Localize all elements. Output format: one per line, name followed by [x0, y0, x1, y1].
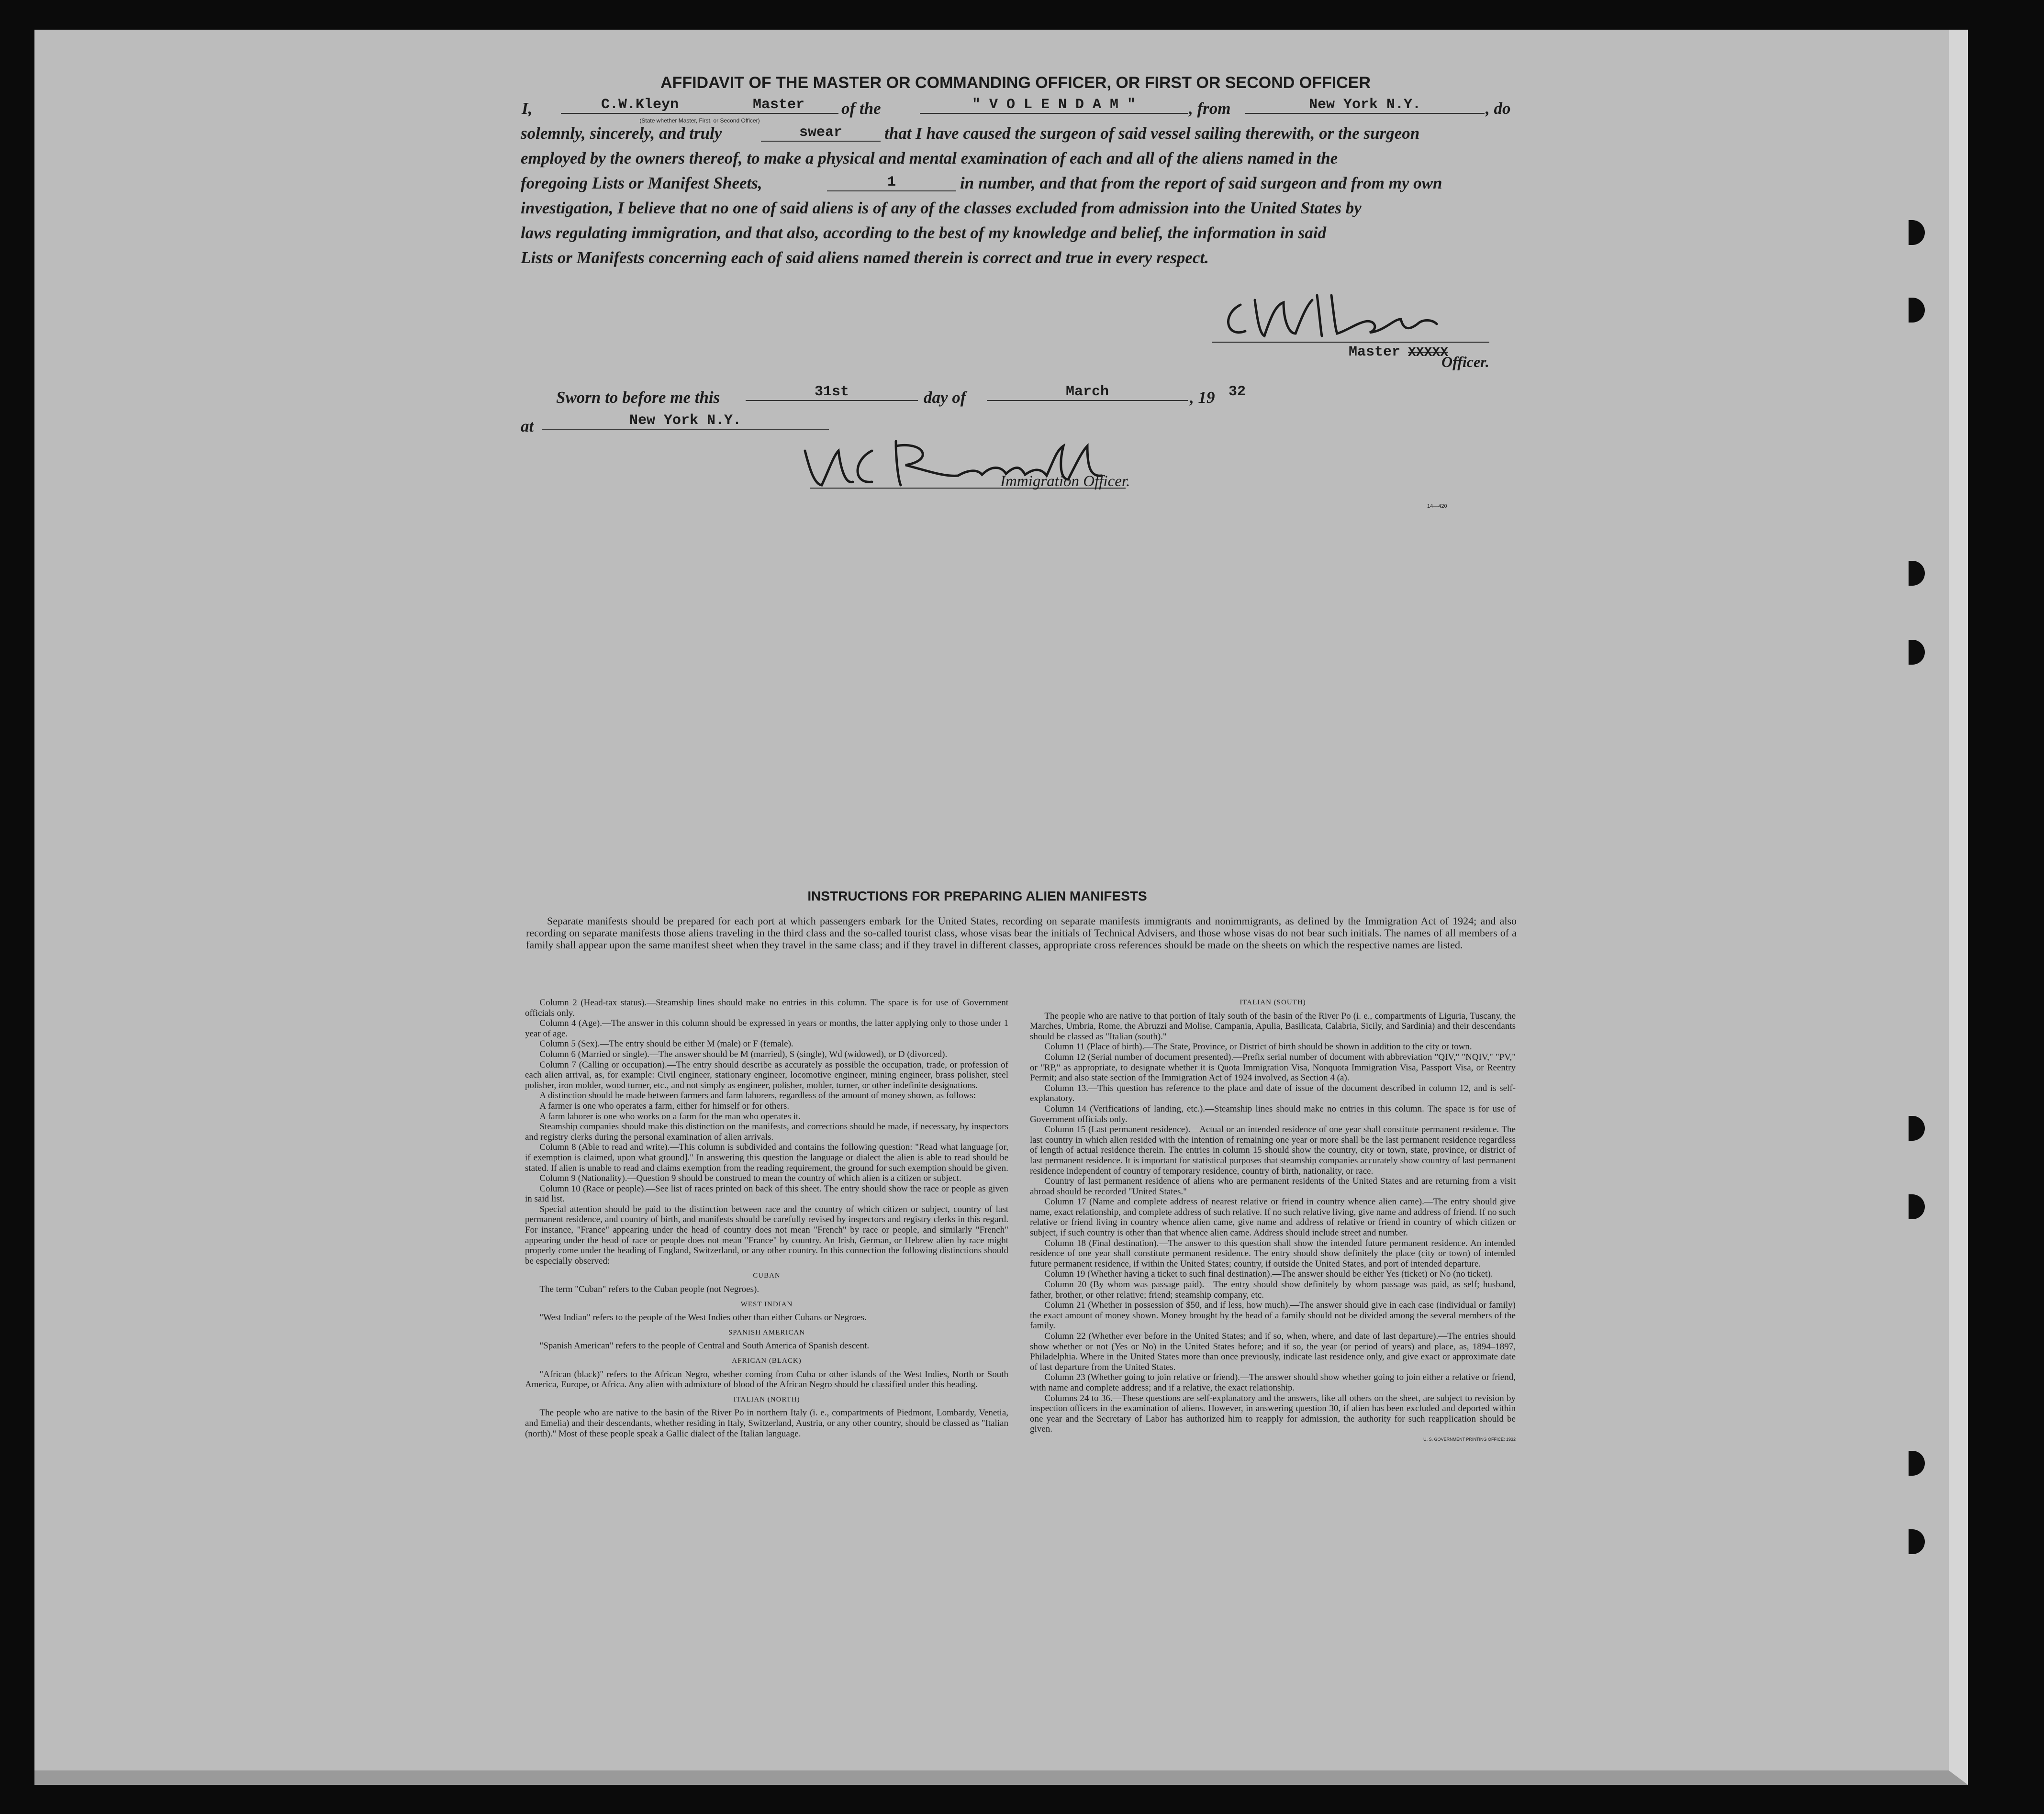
affidavit-line-5: investigation, I believe that no one of said aliens is of any of the classes excluded from admission into the United States by	[521, 199, 1362, 217]
instruction-paragraph: Country of last permanent residence of aliens who are permanent residents of the United States and are returning from a visit abroad should be recorded "United States."	[1030, 1176, 1516, 1197]
sheet-count-field: 1	[827, 174, 956, 191]
instruction-paragraph: Column 21 (Whether in possession of $50, and if less, how much).—The answer should give in each case (individual or family) the exact amount of money shown. Money brought by the head of a family should not be divided among the several members of the family.	[1030, 1300, 1516, 1331]
section-paragraph: "Spanish American" refers to the people of Central and South America of Spanish descent.	[539, 1341, 870, 1351]
instruction-paragraph: The people who are native to that portion of Italy south of the basin of the River Po (i. e., compartments of Liguria, Tuscany, the Marches, Umbria, Rome, the Abruzzi and Molise, Campania, Apulia, Basilicata, Calabria, Sicily, and Sardinia) and their descendants should be classed as "Italian (south)."	[1030, 1011, 1516, 1042]
instruction-paragraph: Column 13.—This question has reference to the place and date of issue of the document described in column 12, and is self-explanatory.	[1030, 1083, 1516, 1104]
instruction-paragraph: Column 22 (Whether ever before in the United States; and if so, when, where, and date of last departure).—The entries should show whether or not (Yes or No) in the United States before; and if so, the year (or period of years) and place, as, 1894–1897, Philadelphia. Where in the United States more than once previously, indicate last residence only, and give exact or approximate date of last departure from the United States.	[1030, 1331, 1516, 1372]
instructions-left-column	[525, 998, 1008, 1439]
instruction-paragraph: Column 2 (Head-tax status).—Steamship lines should make no entries in this column. The space is for use of Government officials only.	[525, 998, 1008, 1018]
officer-rank-field: Master	[1348, 344, 1401, 360]
section-heading: ITALIAN (NORTH)	[733, 1395, 800, 1403]
sworn-label: Sworn to before me this	[556, 388, 720, 407]
instruction-paragraph: Column 6 (Married or single).—The answer should be M (married), S (single), Wd (widowed), or D (divorced).	[539, 1049, 948, 1059]
section-paragraph: The people who are native to the basin of the River Po in northern Italy (i. e., compartments of Piedmont, Lombardy, Venetia, and Emelia) and their descendants, whether residing in Italy, Switzerland, Austria, or any other country, should be classed as "Italian (north)." Most of these people speak a Gallic dialect of the Italian language.	[525, 1408, 1008, 1439]
port-field: New York N.Y.	[1245, 97, 1485, 114]
affidavit-line-3: employed by the owners thereof, to make a physical and mental examination of each and all of the aliens named in the	[521, 149, 1338, 167]
instruction-paragraph: Columns 24 to 36.—These questions are self-explanatory and the answers, like all others on the sheet, are subject to revision by inspection officers in the examination of aliens. However, in answering question 30, if alien has been excluded and deported within one year and the Secretary of Labor has authorized him to reapply for admission, the authority for such reapplication should be given.	[1030, 1393, 1516, 1435]
of-the-label: of the	[841, 99, 881, 118]
struck-officer-title: XXXXX	[1408, 345, 1449, 360]
from-label: , from	[1189, 99, 1231, 118]
i-label: I,	[522, 99, 533, 118]
day-of-label: day of	[924, 388, 966, 407]
instruction-paragraph: Column 20 (By whom was passage paid).—The entry should show definitely by whom passage was paid, as self; husband, father, brother, or other relative; friend; steamship company, etc.	[1030, 1280, 1516, 1300]
master-name-field: C.W.Kleyn	[561, 97, 719, 114]
instructions-intro: Separate manifests should be prepared for each port at which passengers embark for the United States, recording on separate manifests immigrants and nonimmigrants, as defined by the Immigration Act of 1924; and also recording on separate manifests those aliens traveling in the third class and the so-called tourist class, whose visas bear the initials of Technical Advisers, and those whose visas do not bear such initials. The names of all members of a family shall appear upon the same manifest sheet when they travel in the same class; and if they travel in different classes, appropriate cross references should be made on the sheets on which the respective names are listed.	[526, 915, 1517, 951]
binder-hole	[1909, 561, 1925, 586]
instruction-paragraph: Column 23 (Whether going to join relative or friend).—The answer should show whether going to join either a relative or friend, with name and complete address; and if a relative, the exact relationship.	[1030, 1372, 1516, 1393]
immigration-officer-label: Immigration Officer.	[1000, 473, 1130, 490]
instruction-paragraph: Column 7 (Calling or occupation).—The entry should describe as accurately as possible the occupation, trade, or profession of each alien arrival, as, for example: Civil engineer, stationary engineer, locomotive engineer, mining engineer, brass polisher, steel polisher, iron molder, wood turner, etc., and not simply as engineer, polisher, molder, turner, or other indefinite designations.	[525, 1059, 1008, 1091]
instruction-paragraph: Column 11 (Place of birth).—The State, Province, or District of birth should be shown in addition to the city or town.	[1044, 1042, 1472, 1052]
instruction-paragraph: Column 17 (Name and complete address of nearest relative or friend in country whence alien came).—The entry should give name, exact relationship, and complete address of such relative. If no such relative living, give name and address of friend. If no such relative or friend living in country whence alien came, give name and address of relative or friend in country of which citizen or subject, if such country is other than that whence alien came. Address should include street and number.	[1030, 1197, 1516, 1238]
rank-hint: (State whether Master, First, or Second Officer)	[639, 117, 760, 124]
affidavit-line-4-end: in number, and that from the report of said surgeon and from my own	[960, 174, 1442, 192]
master-signature	[1212, 286, 1494, 348]
instruction-paragraph: Column 5 (Sex).—The entry should be either M (male) or F (female).	[539, 1039, 793, 1049]
affidavit-line-7: Lists or Manifests concerning each of said aliens named therein is correct and true in every respect.	[521, 248, 1209, 267]
binder-hole	[1909, 1529, 1925, 1554]
printer-mark: U. S. GOVERNMENT PRINTING OFFICE: 1932	[1423, 1436, 1516, 1442]
affidavit-line-6: laws regulating immigration, and that also, according to the best of my knowledge and belief, the information in said	[521, 223, 1327, 242]
affidavit-line-2-start: solemnly, sincerely, and truly	[521, 124, 722, 143]
instructions-title: INSTRUCTIONS FOR PREPARING ALIEN MANIFESTS	[807, 889, 1147, 903]
binder-hole	[1909, 220, 1925, 245]
vessel-field: " V O L E N D A M "	[920, 97, 1188, 114]
instruction-paragraph: Column 14 (Verifications of landing, etc.).—Steamship lines should make no entries in this column. The space is for use of Government officials only.	[1030, 1103, 1516, 1124]
section-paragraph: The term "Cuban" refers to the Cuban people (not Negroes).	[539, 1284, 760, 1295]
year-field: 32	[1229, 384, 1246, 400]
sworn-month-field: March	[987, 384, 1188, 401]
instruction-paragraph: A farm laborer is one who works on a farm for the man who operates it.	[539, 1111, 801, 1122]
instruction-paragraph: Steamship companies should make this distinction on the manifests, and corrections should be made, if necessary, by inspectors and registry clerks during the personal examination of alien arrivals.	[525, 1122, 1008, 1142]
section-heading: AFRICAN (BLACK)	[732, 1357, 802, 1365]
instruction-paragraph: Column 9 (Nationality).—Question 9 should be construed to mean the country of which alien is a citizen or subject.	[539, 1173, 961, 1184]
instruction-paragraph: Special attention should be paid to the distinction between race and the country of which citizen or subject, country of last permanent residence, and country of birth, and manifests should be carefully revised by inspectors and registry clerks in this regard. For instance, "France" appearing under the head of country does not mean "French" by race or people, and similarly "French" appearing under the head of race or people does not mean "France" by country. An Irish, German, or Hebrew alien by race might properly come under the heading of England, Switzerland, or any other country. In this connection the following distinctions should be especially observed:	[525, 1204, 1008, 1266]
manifest-sheet	[34, 30, 1968, 1785]
sworn-day-field: 31st	[746, 384, 918, 401]
rank-field: Master	[719, 97, 838, 114]
oath-field: swear	[761, 124, 881, 142]
instruction-paragraph: Column 4 (Age).—The answer in this column should be expressed in years or months, the latter applying only to those under 1 year of age.	[525, 1018, 1008, 1039]
section-heading: CUBAN	[753, 1272, 781, 1280]
form-number: 14—420	[1427, 503, 1447, 509]
binder-hole	[1909, 1451, 1925, 1476]
instruction-paragraph: Column 18 (Final destination).—The answer to this question shall show the intended future permanent residence. An intended residence of one year shall constitute permanent residence. The entry should show definitely the place (city or town) of intended future permanent residence, if within the United States; country, if outside the United States, and port of intended departure.	[1030, 1238, 1516, 1269]
instruction-paragraph: Column 12 (Serial number of document presented).—Prefix serial number of document with abbreviation "QIV," "NQIV," "PV," or "RP," as appropriate, to designate whether it is Quota Immigration Visa, Nonquota Immigration Visa, Passport Visa, or Reentry Permit; and also state section of the Immigration Act of 1924 involved, as Section 4 (a).	[1030, 1052, 1516, 1083]
at-label: at	[521, 417, 534, 435]
affidavit-line-4-start: foregoing Lists or Manifest Sheets,	[521, 174, 762, 192]
binder-hole	[1909, 640, 1925, 665]
officer-label: Officer.	[1441, 353, 1489, 370]
binder-hole	[1909, 1116, 1925, 1141]
affidavit-line-2-end: that I have caused the surgeon of said vessel sailing therewith, or the surgeon	[884, 124, 1420, 143]
instructions-right-column	[1030, 998, 1516, 1445]
instruction-paragraph: Column 19 (Whether having a ticket to such final destination).—The answer should be either Yes (ticket) or No (no ticket).	[1044, 1269, 1493, 1280]
instruction-paragraph: Column 15 (Last permanent residence).—Actual or an intended residence of one year shall constitute permanent residence. The last country in which alien resided with the intention of remaining one year or more shall be the last permanent residence regardless of length of actual residence therein. The entries in column 15 should show the country, city or town, state, province, or district of last permanent residence. It is important for statistical purposes that steamship companies accurately show country of last permanent residence independent of country of temporary residence, country of birth, nationality, or race.	[1030, 1124, 1516, 1176]
do-label: , do	[1486, 99, 1511, 118]
section-heading: WEST INDIAN	[740, 1300, 793, 1308]
sworn-place-field: New York N.Y.	[542, 412, 829, 430]
section-paragraph: "African (black)" refers to the African Negro, whether coming from Cuba or other islands of the West Indies, North or South America, Europe, or Africa. Any alien with admixture of blood of the African Negro should be classified under this heading.	[525, 1369, 1008, 1390]
year-prefix: , 19	[1190, 388, 1215, 407]
instruction-paragraph: Column 10 (Race or people).—See list of races printed on back of this sheet. The entry should show the race or people as given in said list.	[525, 1183, 1008, 1204]
instruction-paragraph: Column 8 (Able to read and write).—This column is subdivided and contains the following question: "Read what language [or, if exemption is claimed, upon what ground]." In answering this question the language or dialect the alien is able to read should be stated. If alien is unable to read and claims exemption from the reading requirement, the ground for such exemption should be given.	[525, 1142, 1008, 1173]
section-heading: SPANISH AMERICAN	[728, 1328, 805, 1336]
affidavit-title: AFFIDAVIT OF THE MASTER OR COMMANDING OFFICER, OR FIRST OR SECOND OFFICER	[660, 74, 1371, 92]
section-heading: ITALIAN (SOUTH)	[1240, 999, 1306, 1006]
section-paragraph: "West Indian" refers to the people of the West Indies other than either Cubans or Negroes.	[539, 1313, 867, 1323]
instruction-paragraph: A farmer is one who operates a farm, either for himself or for others.	[539, 1101, 790, 1111]
binder-hole	[1909, 1194, 1925, 1219]
binder-hole	[1909, 298, 1925, 323]
instruction-paragraph: A distinction should be made between farmers and farm laborers, regardless of the amount of money shown, as follows:	[539, 1091, 976, 1101]
